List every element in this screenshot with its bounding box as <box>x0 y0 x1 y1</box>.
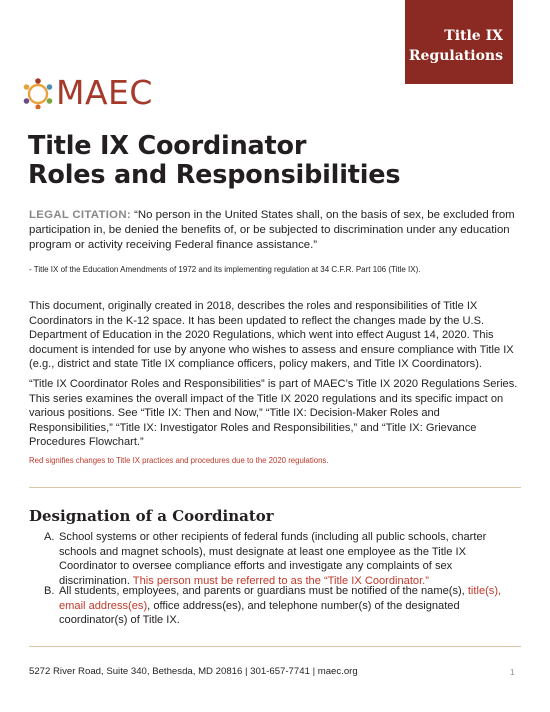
legal-citation-label: LEGAL CITATION: <box>29 209 131 221</box>
red-changes-note: Red signifies changes to Title IX practices and procedures due to the 2020 regulations. <box>29 456 329 465</box>
legal-citation <box>29 208 519 253</box>
document-title <box>28 132 400 190</box>
page-number: 1 <box>510 668 515 677</box>
badge-line-1: Title IX <box>444 28 503 44</box>
list-item-red-change: title(s), email address(es) <box>59 585 502 612</box>
section-divider-top <box>29 487 521 488</box>
list-item-body-end: , office address(es), and telephone number(s) of the designated coordinator(s) of Title IX. <box>59 599 460 627</box>
list-item <box>44 584 514 628</box>
title-line-2: Roles and Responsibilities <box>28 160 401 190</box>
list-item-body-start: All students, employees, and parents or guardians must be notified of the name(s), <box>59 585 468 597</box>
list-item <box>44 530 514 588</box>
section-heading: Designation of a Coordinator <box>29 507 274 525</box>
list-item-marker: B. <box>44 585 55 597</box>
list-item-body: School systems or other recipients of federal funds (including all public schools, charter schools and magnet schools), must designate at least one employee as the Title IX Coordinator to oversee compliance efforts and investigate any complaints of sex discrimination. <box>59 531 487 587</box>
legal-citation-quote: “No person in the United States shall, on the basis of sex, be excluded from participation in, be denied the benefits of, or be subjected to discrimination under any education program or activity receiving Federal finance assistance.” <box>29 209 515 251</box>
maec-logo-text: MAEC <box>56 73 153 112</box>
legal-citation-source: - Title IX of the Education Amendments of 1972 and its implementing regulation at 34 C.F.R. Part 106 (Title IX). <box>29 265 421 274</box>
list-item-text <box>59 584 514 628</box>
footer-contact: 5272 River Road, Suite 340, Bethesda, MD 20816 | 301-657-7741 | maec.org <box>29 666 358 677</box>
list-item-text <box>59 530 514 588</box>
list-item-marker: A. <box>44 531 55 543</box>
maec-logo <box>22 73 153 112</box>
intro-paragraph-1: This document, originally created in 2018, describes the roles and responsibilities of Title IX Coordinators in the K-12 space. It has been updated to reflect the changes made by the U.S. Department of Education in the 2020 Regulations, which went into effect August 14, 2020. This document is intended for use by anyone who wishes to assess and ensure compliance with Title IX (e.g., district and state Title IX compliance officers, policy makers, and Title IX Coordinators). <box>29 300 514 371</box>
badge-line-2: Regulations <box>408 48 503 64</box>
title-line-1: Title IX Coordinator <box>28 131 307 161</box>
footer-divider <box>29 646 521 647</box>
title-ix-regulations-badge <box>405 0 513 84</box>
intro-paragraph-2: “Title IX Coordinator Roles and Responsibilities” is part of MAEC’s Title IX 2020 Regulations Series. This series examines the overall impact of the Title IX 2020 regulations and its specific impact on various positions. See “Title IX: Then and Now,” “Title IX: Decision-Maker Roles and Responsibilities,” “Title IX: Investigator Roles and Responsibilities,” and “Title IX: Grievance Procedures Flowchart.” <box>29 378 518 449</box>
maec-logo-mark-icon <box>22 77 54 109</box>
list-item-red-change: This person must be referred to as the “Title IX Coordinator.” <box>132 574 429 587</box>
